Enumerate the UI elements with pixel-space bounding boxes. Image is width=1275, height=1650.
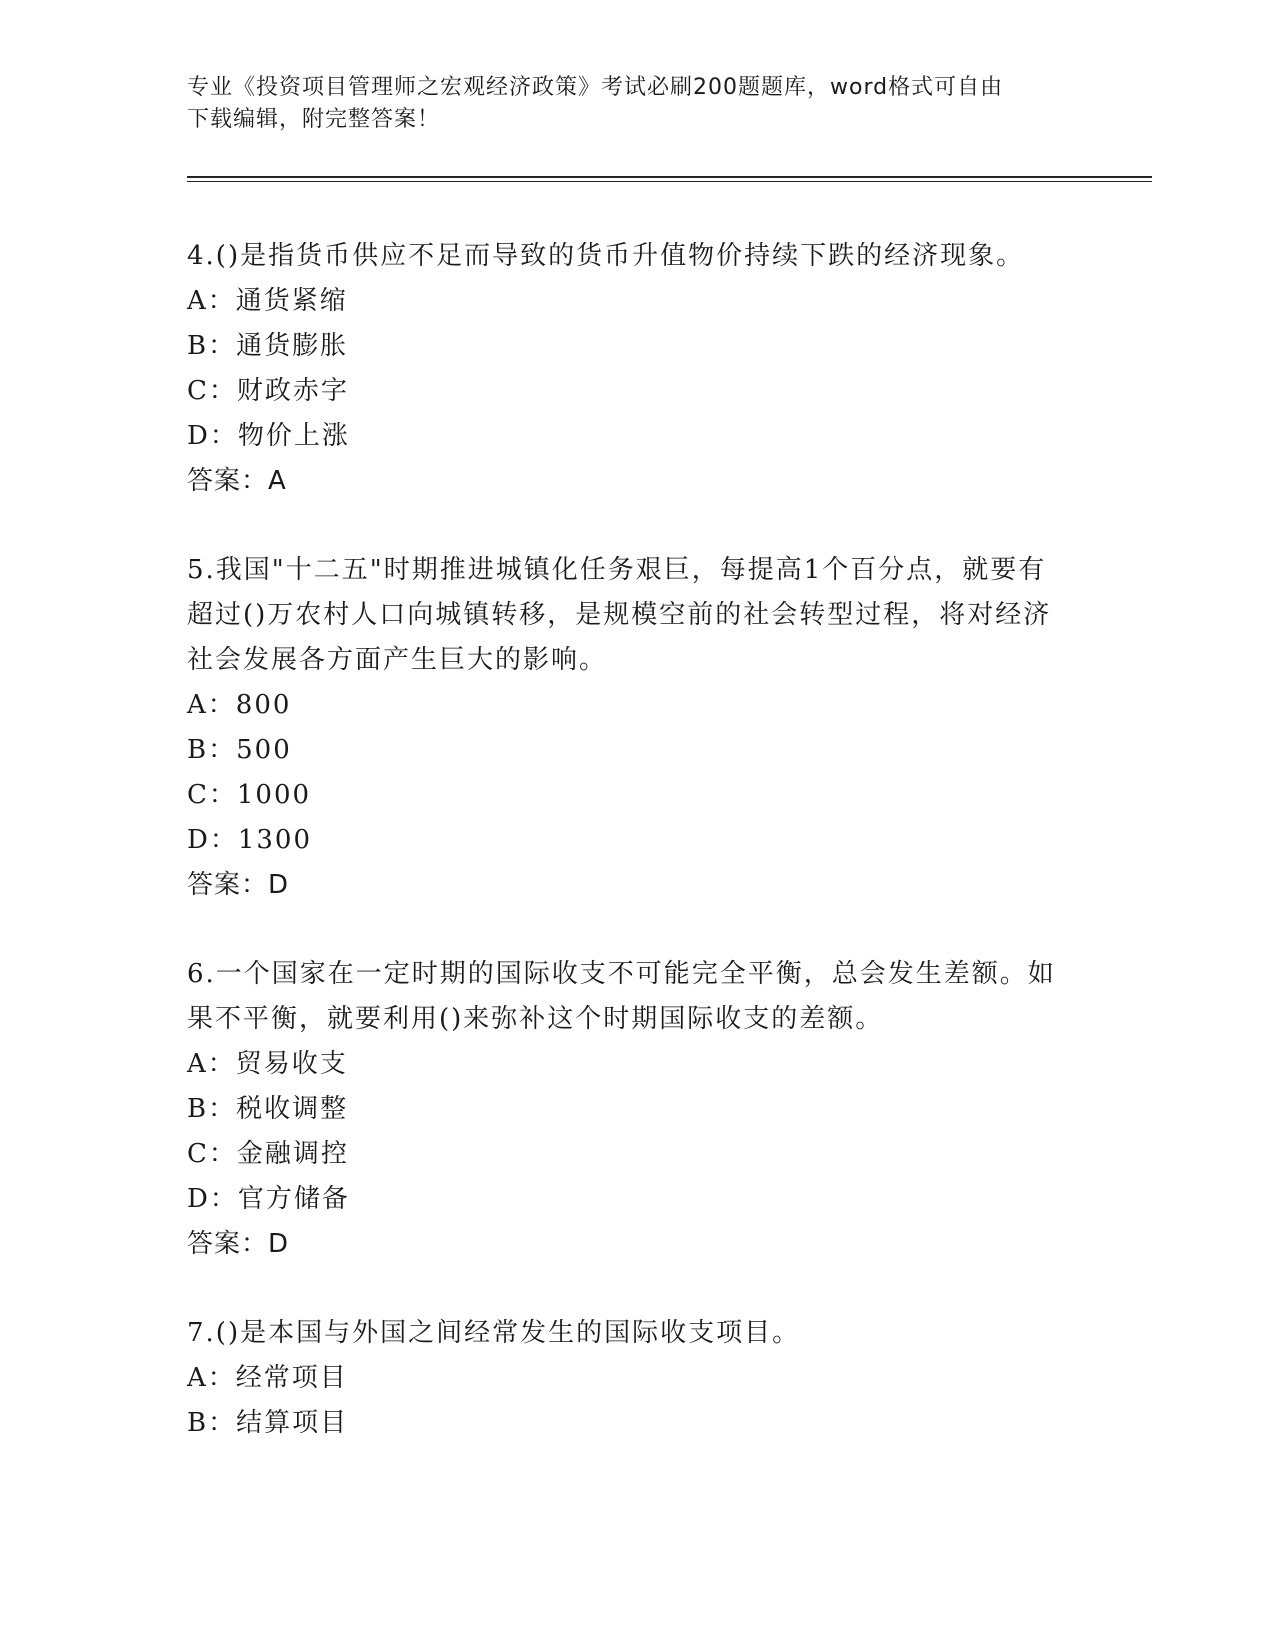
option-a: A：经常项目	[187, 1363, 348, 1393]
question-5	[187, 548, 1057, 908]
option-b: B：500	[187, 735, 292, 765]
option-b: B：结算项目	[187, 1408, 349, 1438]
option-c: C：财政赤字	[187, 376, 349, 406]
option-b: B：通货膨胀	[187, 331, 349, 361]
option-a: A：通货紧缩	[187, 286, 348, 316]
document-header	[187, 72, 1077, 136]
question-6	[187, 952, 1057, 1267]
answer: 答案：A	[187, 466, 287, 496]
option-a: A：800	[187, 690, 292, 720]
option-c: C：金融调控	[187, 1139, 349, 1169]
answer: 答案：D	[187, 870, 290, 900]
question-text: 6.一个国家在一定时期的国际收支不可能完全平衡，总会发生差额。如果不平衡，就要利用()来弥补这个时期国际收支的差额。	[187, 959, 1056, 1034]
option-d: D：物价上涨	[187, 421, 350, 451]
question-7	[187, 1311, 1057, 1446]
question-4	[187, 234, 1057, 504]
header-line-2: 下载编辑，附完整答案！	[187, 107, 441, 132]
question-text: 4.()是指货币供应不足而导致的货币升值物价持续下跌的经济现象。	[187, 241, 1025, 271]
option-d: D：官方储备	[187, 1184, 350, 1214]
option-d: D：1300	[187, 825, 313, 855]
header-rule-thin	[187, 181, 1152, 182]
header-line-1: 专业《投资项目管理师之宏观经济政策》考试必刷200题题库，word格式可自由	[187, 75, 1004, 100]
answer: 答案：D	[187, 1229, 290, 1259]
option-b: B：税收调整	[187, 1094, 349, 1124]
option-c: C：1000	[187, 780, 312, 810]
option-a: A：贸易收支	[187, 1049, 348, 1079]
question-text: 7.()是本国与外国之间经常发生的国际收支项目。	[187, 1318, 801, 1348]
question-text: 5.我国"十二五"时期推进城镇化任务艰巨，每提高1个百分点，就要有超过()万农村人口向城镇转移，是规模空前的社会转型过程，将对经济社会发展各方面产生巨大的影响。	[187, 555, 1052, 675]
question-list	[187, 234, 1057, 1490]
header-rule-thick	[187, 176, 1152, 178]
